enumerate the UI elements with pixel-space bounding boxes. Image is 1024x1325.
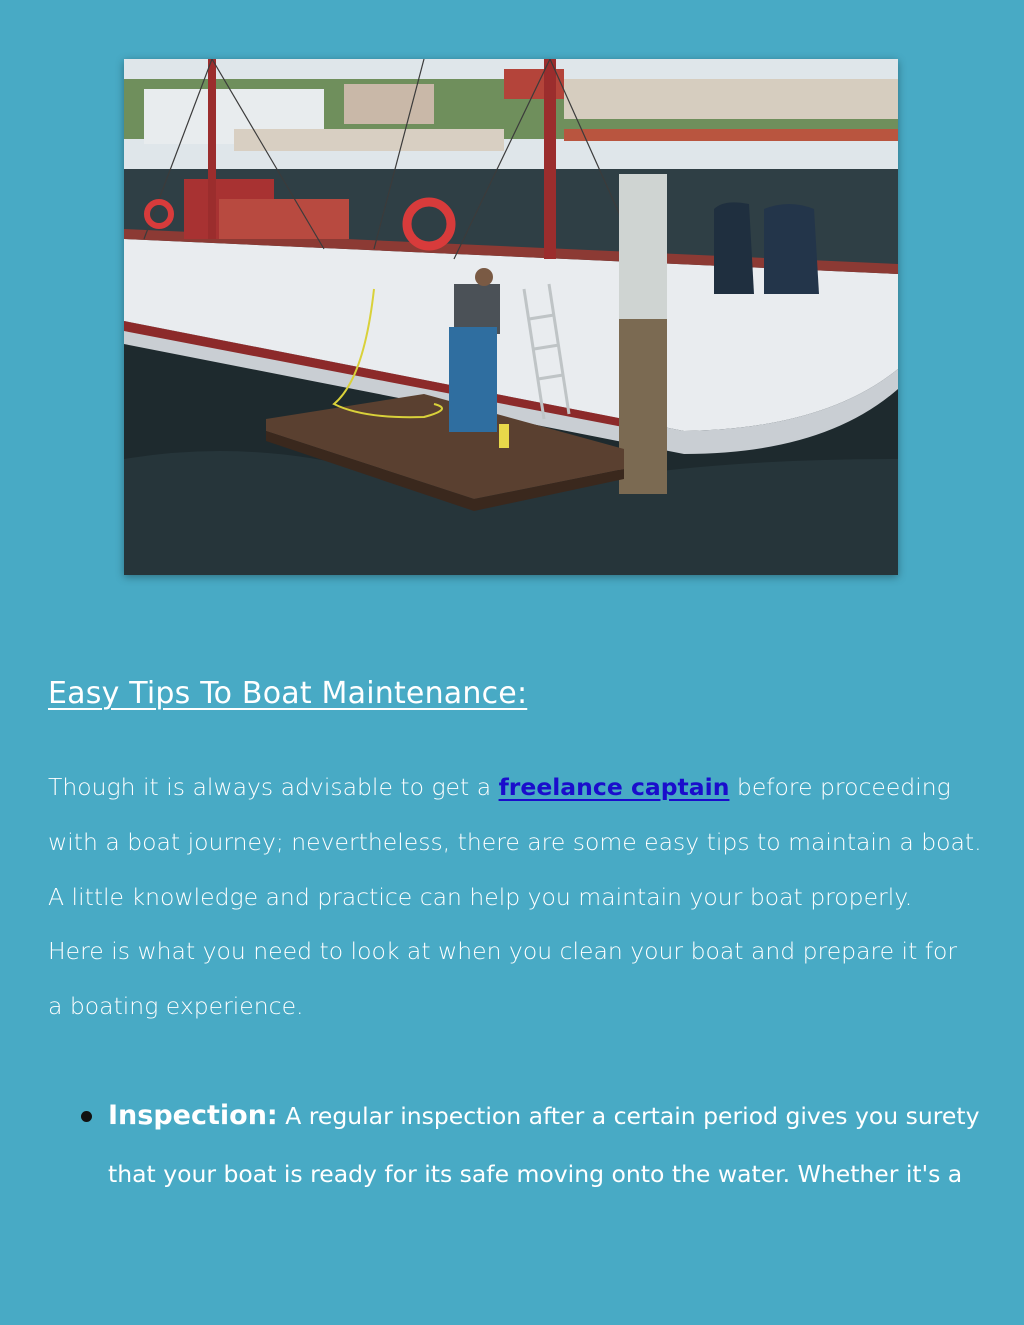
- tip-text: A regular inspection after a certain period gives you surety: [277, 1102, 980, 1130]
- bullet-icon: [81, 1111, 92, 1122]
- tip-line-1: [108, 1087, 988, 1145]
- boat-photo-icon: [124, 59, 898, 575]
- intro-line-5: a boating experience.: [48, 992, 304, 1021]
- boat-photo: [124, 59, 898, 575]
- list-item: [48, 1087, 988, 1203]
- tips-list: [48, 1087, 988, 1203]
- intro-line-1: [48, 760, 988, 815]
- article-title: Easy Tips To Boat Maintenance:: [48, 676, 528, 711]
- tip-line-2: that your boat is ready for its safe moving onto the water. Whether it's a: [108, 1160, 963, 1188]
- intro-paragraph: [48, 760, 988, 1034]
- intro-text: before proceeding: [729, 773, 951, 801]
- intro-text: Though it is always advisable to get a: [48, 773, 499, 801]
- intro-line-4: Here is what you need to look at when you clean your boat and prepare it for: [48, 937, 958, 966]
- tip-term: Inspection:: [108, 1100, 278, 1131]
- freelance-captain-link[interactable]: freelance captain: [498, 773, 730, 801]
- intro-line-3: A little knowledge and practice can help you maintain your boat properly.: [48, 882, 913, 911]
- intro-line-2: with a boat journey; nevertheless, there are some easy tips to maintain a boat.: [48, 827, 982, 856]
